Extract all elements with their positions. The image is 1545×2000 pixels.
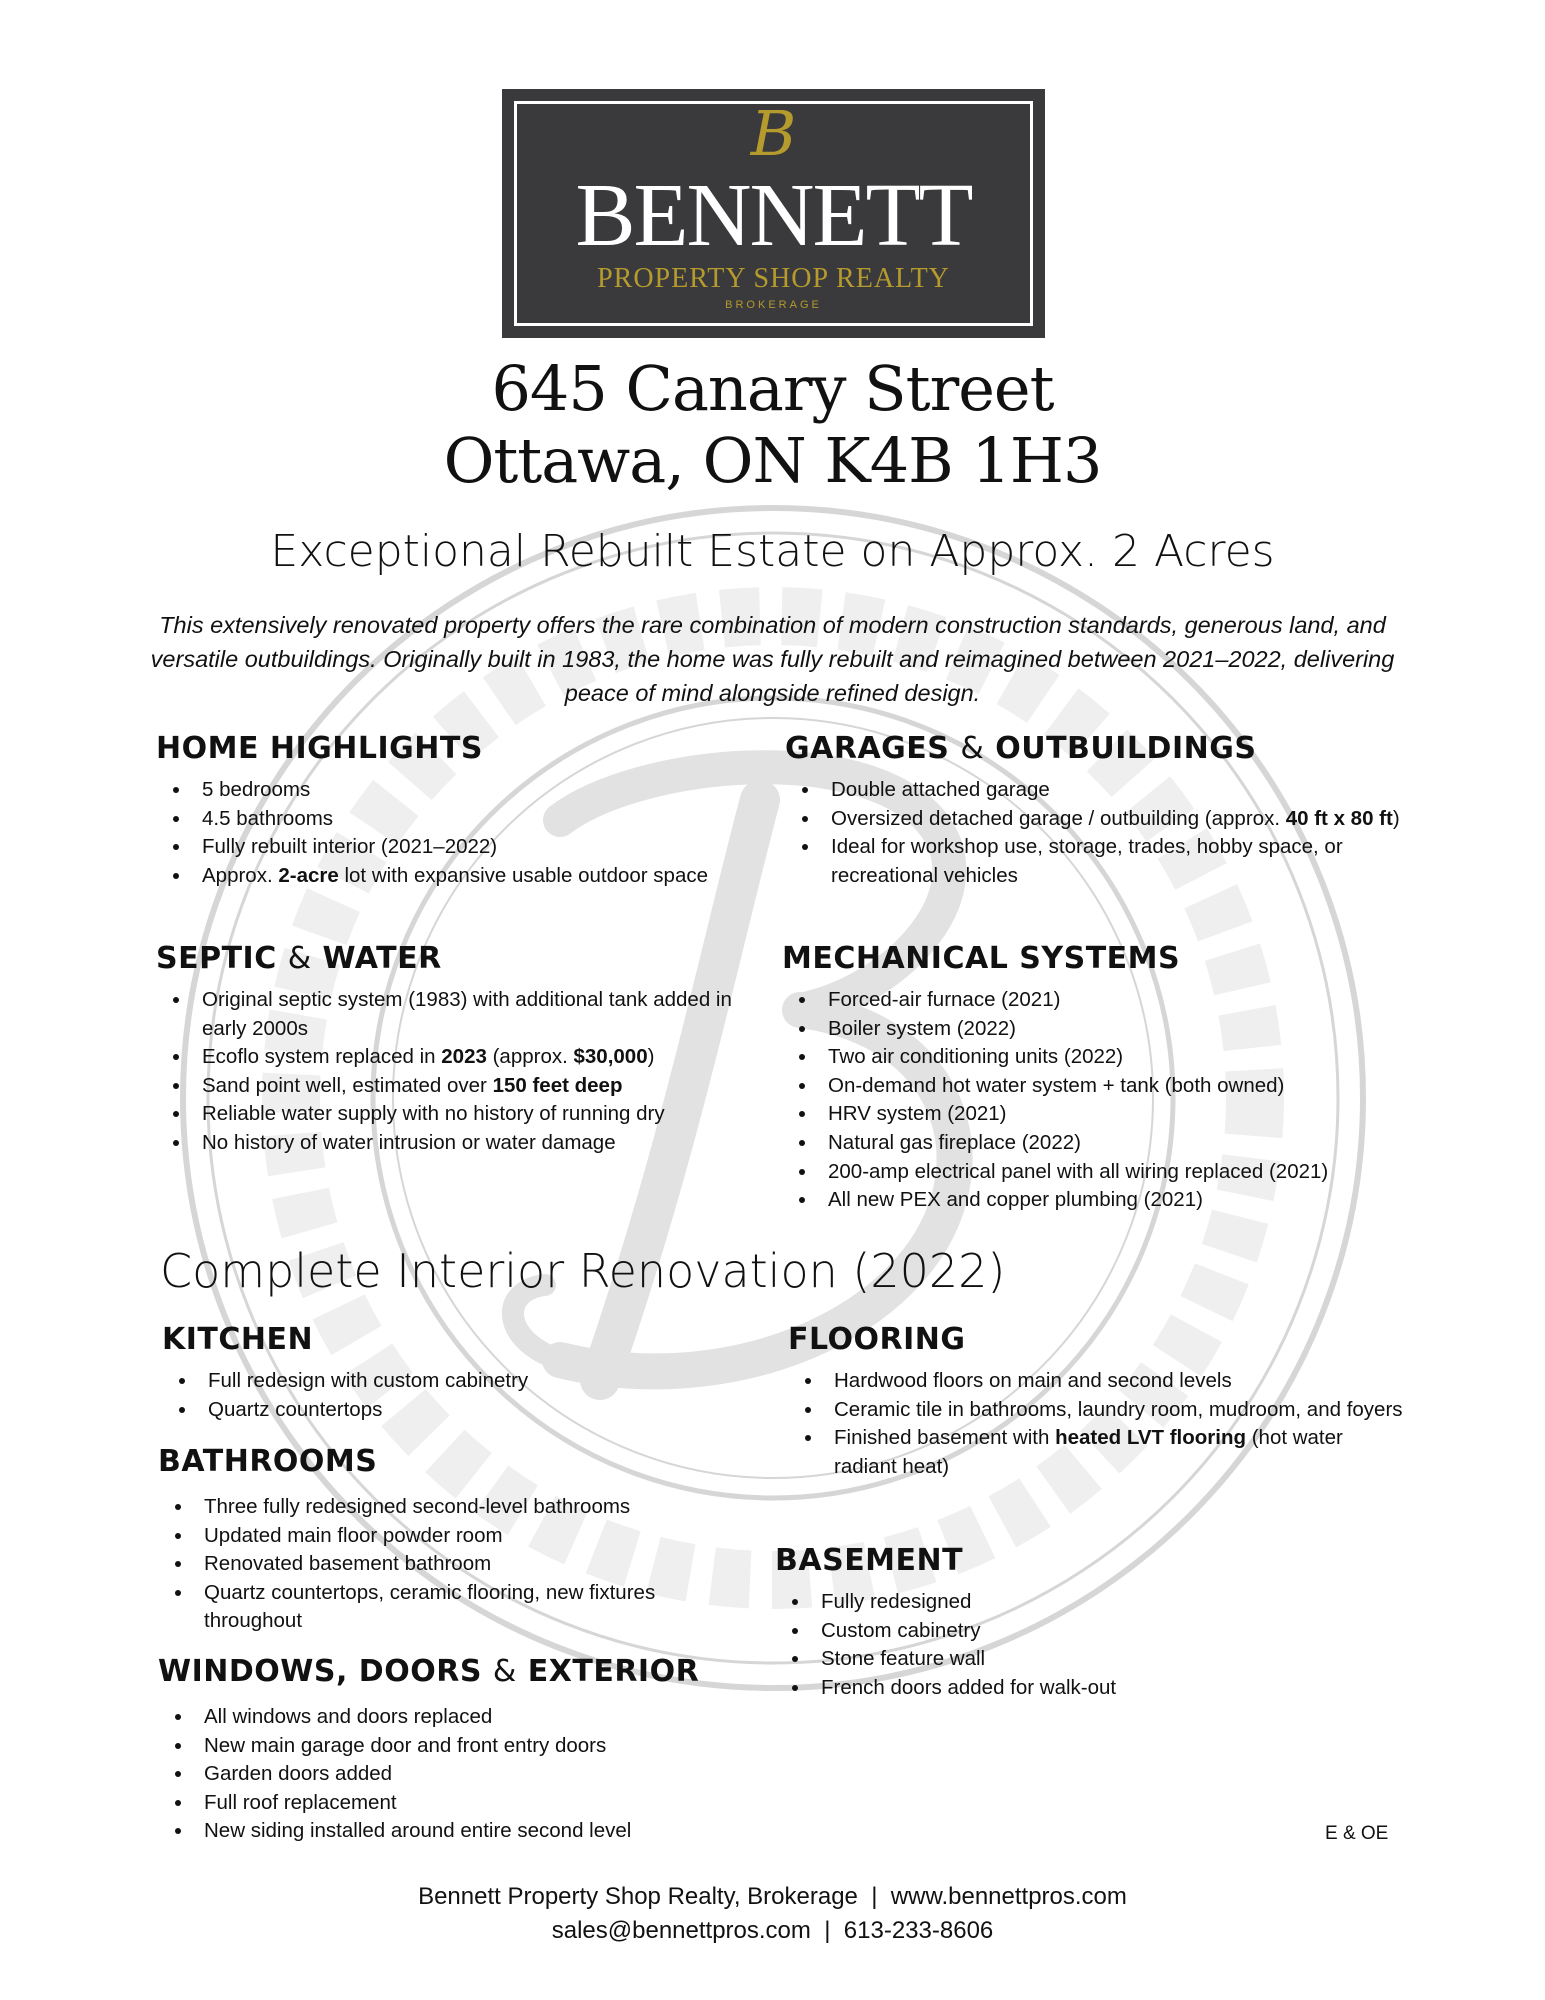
list-item: • Fully redesigned — [811, 1588, 1395, 1617]
section-flooring — [788, 1322, 1408, 1481]
section-title: KITCHEN — [162, 1322, 314, 1357]
list-item: • Renovated basement bathroom — [194, 1550, 738, 1579]
section-mechanical — [782, 941, 1422, 1215]
list-item: • Boiler system (2022) — [818, 1015, 1422, 1044]
section-title: BATHROOMS — [158, 1444, 378, 1479]
footer-line1: Bennett Property Shop Realty, Brokerage | www.bennettpros.com — [418, 1883, 1127, 1910]
list-item: • Two air conditioning units (2022) — [818, 1043, 1422, 1072]
list-item: • Updated main floor powder room — [194, 1522, 738, 1551]
list-item: • 200-amp electrical panel with all wiring replaced (2021) — [818, 1158, 1422, 1187]
logo-tag: BROKERAGE — [725, 299, 822, 311]
list-item: • HRV system (2021) — [818, 1100, 1422, 1129]
list-item: • All windows and doors replaced — [194, 1703, 778, 1732]
headline: Exceptional Rebuilt Estate on Approx. 2 Acres — [270, 526, 1275, 577]
logo-subtitle: PROPERTY SHOP REALTY — [597, 263, 950, 294]
section-title: FLOORING — [788, 1322, 966, 1357]
section-kitchen — [162, 1322, 762, 1424]
section-basement — [775, 1543, 1395, 1702]
list-item: • Ecoflo system replaced in 2023 (approx. $30,000) — [192, 1043, 776, 1072]
list-item: • Approx. 2-acre lot with expansive usable outdoor space — [192, 862, 776, 891]
section-title: BASEMENT — [775, 1543, 964, 1578]
list-item: • Original septic system (1983) with additional tank added in early 2000s — [192, 986, 776, 1043]
list-item: • Three fully redesigned second-level bathrooms — [194, 1493, 738, 1522]
list-item: • Reliable water supply with no history of running dry — [192, 1100, 776, 1129]
list-item: • Hardwood floors on main and second levels — [824, 1367, 1408, 1396]
list-item: • Double attached garage — [821, 776, 1405, 805]
section-title: GARAGES & OUTBUILDINGS — [785, 731, 1257, 766]
renovation-title: Complete Interior Renovation (2022) — [160, 1244, 1006, 1298]
intro-paragraph: This extensively renovated property offers the rare combination of modern construction standards, generous land, and versatile outbuildings. Originally built in 1983, the home was fully rebuilt and reimagined between 2021–2022, delivering peace of mind alongside refined design. — [150, 612, 1395, 706]
section-windows-doors-exterior — [158, 1654, 778, 1846]
list-item: • On-demand hot water system + tank (both owned) — [818, 1072, 1422, 1101]
list-item: • Full roof replacement — [194, 1789, 778, 1818]
section-septic-water — [156, 941, 776, 1158]
list-item: • Forced-air furnace (2021) — [818, 986, 1422, 1015]
list-item: • Garden doors added — [194, 1760, 778, 1789]
address-line1: 645 Canary Street — [491, 352, 1054, 425]
list-item: • Ceramic tile in bathrooms, laundry room, mudroom, and foyers — [824, 1396, 1408, 1425]
list-item: • Custom cabinetry — [811, 1617, 1395, 1646]
section-garages — [785, 731, 1405, 890]
list-item: • Finished basement with heated LVT flooring (hot water radiant heat) — [824, 1424, 1408, 1481]
list-item: • Quartz countertops, ceramic flooring, new fixtures throughout — [194, 1579, 738, 1636]
list-item: • French doors added for walk-out — [811, 1674, 1395, 1703]
section-title: SEPTIC & WATER — [156, 941, 442, 976]
section-bathrooms — [158, 1444, 738, 1636]
address-line2: Ottawa, ON K4B 1H3 — [443, 424, 1102, 497]
list-item: • New siding installed around entire second level — [194, 1817, 778, 1846]
section-title: HOME HIGHLIGHTS — [156, 731, 483, 766]
list-item: • 5 bedrooms — [192, 776, 776, 805]
list-item: • Ideal for workshop use, storage, trades, hobby space, or recreational vehicles — [821, 833, 1405, 890]
list-item: • Quartz countertops — [198, 1396, 762, 1425]
list-item: • Natural gas fireplace (2022) — [818, 1129, 1422, 1158]
list-item: • Sand point well, estimated over 150 feet deep — [192, 1072, 776, 1101]
list-item: • 4.5 bathrooms — [192, 805, 776, 834]
brokerage-logo — [502, 89, 1045, 338]
list-item: • Stone feature wall — [811, 1645, 1395, 1674]
list-item: • Full redesign with custom cabinetry — [198, 1367, 762, 1396]
footer — [0, 1880, 1545, 1948]
logo-monogram: B — [750, 97, 797, 170]
logo-name: BENNETT — [575, 166, 972, 265]
section-title: WINDOWS, DOORS & EXTERIOR — [158, 1654, 700, 1689]
list-item: • Fully rebuilt interior (2021–2022) — [192, 833, 776, 862]
list-item: • New main garage door and front entry doors — [194, 1732, 778, 1761]
disclaimer: E & OE — [1325, 1823, 1389, 1844]
footer-line2: sales@bennettpros.com | 613-233-8606 — [551, 1917, 994, 1944]
list-item: • All new PEX and copper plumbing (2021) — [818, 1186, 1422, 1215]
list-item: • No history of water intrusion or water damage — [192, 1129, 776, 1158]
section-home-highlights — [156, 731, 776, 890]
section-title: MECHANICAL SYSTEMS — [782, 941, 1181, 976]
list-item: • Oversized detached garage / outbuilding (approx. 40 ft x 80 ft) — [821, 805, 1405, 834]
